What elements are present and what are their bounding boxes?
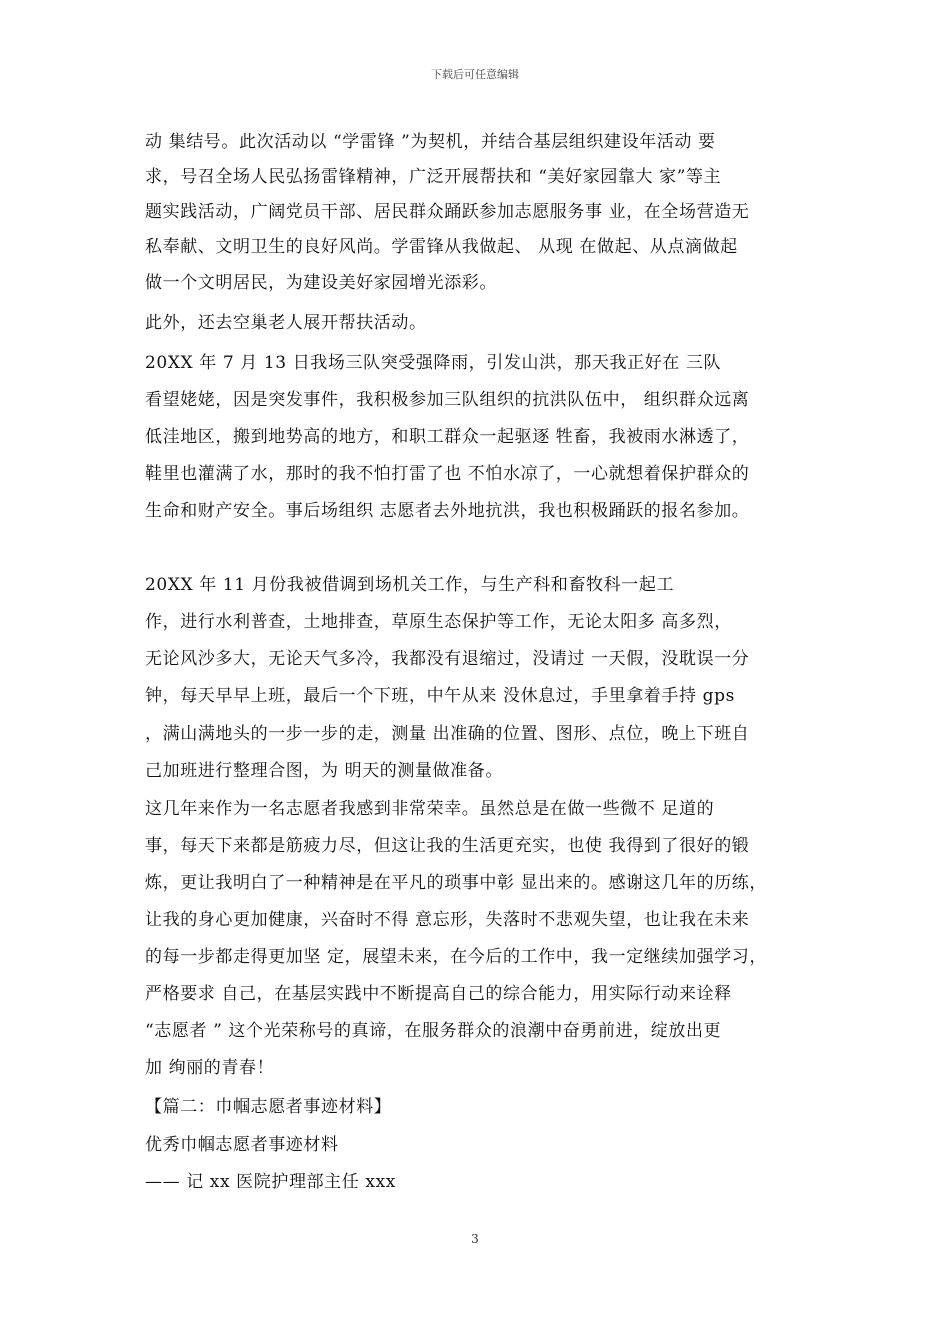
text-line: 看望姥姥，因是突发事件，我积极参加三队组织的抗洪队伍中， 组织群众远离	[145, 390, 750, 410]
text-line: 20XX 年 11 月份我被借调到场机关工作，与生产科和畜牧科一起工	[145, 575, 675, 595]
text-line: 的每一步都走得更加坚 定，展望未来，在今后的工作中，我一定继续加强学习，	[145, 947, 768, 967]
text-line: 钟，每天早早上班，最后一个下班，中午从来 没休息过，手里拿着手持 gps	[145, 686, 735, 706]
text-line: 让我的身心更加健康，兴奋时不得 意忘形，失落时不悲观失望，也让我在未来	[145, 910, 750, 930]
section-heading: 【篇二：巾帼志愿者事迹材料】	[145, 1097, 392, 1117]
text-line: 动 集结号。此次活动以 “学雷锋 ”为契机，并结合基层组织建设年活动 要	[145, 132, 716, 152]
text-line: 炼，更让我明白了一种精神是在平凡的琐事中彰 显出来的。感谢这几年的历练，	[145, 873, 768, 893]
document-subtitle: —— 记 xx 医院护理部主任 xxx	[145, 1172, 396, 1192]
text-line: 无论风沙多大，无论天气多冷，我都没有退缩过，没请过 一天假，没耽误一分	[145, 649, 750, 669]
text-line: 题实践活动，广阔党员干部、居民群众踊跃参加志愿服务事 业，在全场营造无	[145, 202, 750, 222]
text-line: 私奉献、文明卫生的良好风尚。学雷锋从我做起、 从现 在做起、从点滴做起	[145, 237, 738, 257]
page-number: 3	[471, 1232, 479, 1246]
text-line: 低洼地区，搬到地势高的地方，和职工群众一起驱逐 牲畜，我被雨水淋透了，	[145, 427, 750, 447]
text-line: 严格要求 自己，在基层实践中不断提高自己的综合能力，用实际行动来诠释	[145, 984, 732, 1004]
text-line: 加 绚丽的青春！	[145, 1058, 275, 1078]
text-line: 20XX 年 7 月 13 日我场三队突受强降雨，引发山洪，那天我正好在 三队	[145, 353, 722, 373]
text-line: 此外，还去空巢老人展开帮扶活动。	[145, 313, 427, 333]
text-line: 做一个文明居民，为建设美好家园增光添彩。	[145, 273, 497, 293]
document-title: 优秀巾帼志愿者事迹材料	[145, 1135, 339, 1155]
text-line: 求，号召全场人民弘扬雷锋精神，广泛开展帮扶和 “美好家园靠大 家”等主	[145, 167, 722, 187]
text-line: 作，进行水利普查，土地排查，草原生态保护等工作，无论太阳多 高多烈，	[145, 612, 732, 632]
text-line: 生命和财产安全。事后场组织 志愿者去外地抗洪，我也积极踊跃的报名参加。	[145, 501, 750, 521]
text-line: ，满山满地头的一步一步的走，测量 出准确的位置、图形、点位，晚上下班自	[145, 724, 750, 744]
text-line: 鞋里也灌满了水，那时的我不怕打雷了也 不怕水凉了，一心就想着保护群众的	[145, 464, 750, 484]
text-line: 己加班进行整理合图，为 明天的测量做准备。	[145, 761, 504, 781]
text-line: 这几年来作为一名志愿者我感到非常荣幸。虽然总是在做一些微不 足道的	[145, 799, 715, 819]
page-header: 下载后可任意编辑	[431, 68, 519, 81]
text-line: “志愿者 ” 这个光荣称号的真谛，在服务群众的浪潮中奋勇前进，绽放出更	[145, 1021, 722, 1041]
text-line: 事，每天下来都是筋疲力尽，但这让我的生活更充实，也使 我得到了很好的锻	[145, 836, 750, 856]
